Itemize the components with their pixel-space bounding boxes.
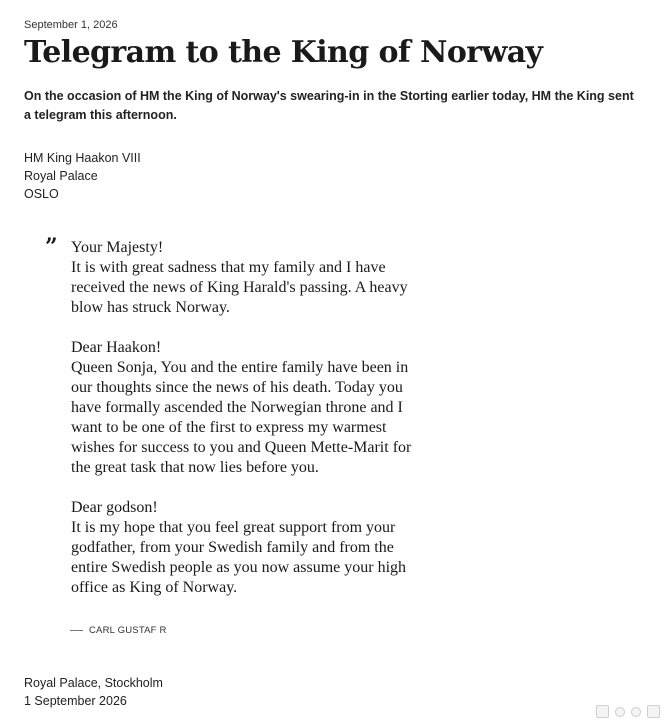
sender-date: 1 September 2026 [24, 694, 127, 708]
quote-paragraph [71, 238, 461, 318]
quote-salutation: Your Majesty! [71, 239, 164, 256]
sender-place [24, 674, 163, 710]
quote-paragraph [71, 338, 461, 478]
quote-line: entire Swedish people as you now assume your high [71, 559, 407, 576]
address-line-palace: Royal Palace [24, 169, 98, 183]
article-date: September 1, 2026 [24, 19, 118, 31]
toolbar-dot-icon[interactable] [631, 707, 641, 717]
lead-paragraph: On the occasion of HM the King of Norway's swearing-in in the Storting earlier today, HM the King sent a telegram this afternoon. [24, 89, 634, 122]
quote-line: have formally ascended the Norwegian throne and I [71, 399, 403, 416]
telegram-quote [71, 238, 461, 598]
address-line-city: OSLO [24, 187, 59, 201]
quote-line: godfather, from your Swedish family and from the [71, 539, 394, 556]
quote-line: Queen Sonja, You and the entire family have been in [71, 359, 409, 376]
quote-salutation: Dear Haakon! [71, 339, 162, 356]
address-line-name: HM King Haakon VIII [24, 151, 141, 165]
quote-salutation: Dear godson! [71, 499, 158, 516]
floating-toolbar[interactable] [596, 705, 660, 718]
toolbar-square-icon[interactable] [647, 705, 660, 718]
quote-line: It is with great sadness that my family and I have [71, 259, 386, 276]
sender-location: Royal Palace, Stockholm [24, 676, 163, 690]
quote-line: our thoughts since the news of his death. Today you [71, 379, 403, 396]
signature-dash [70, 630, 83, 631]
quote-signature [70, 625, 167, 636]
toolbar-dot-icon[interactable] [615, 707, 625, 717]
quote-line: the great task that now lies before you. [71, 459, 319, 476]
quote-line: wishes for success to you and Queen Mette-Marit for [71, 439, 412, 456]
quote-line: office as King of Norway. [71, 579, 238, 596]
toolbar-square-icon[interactable] [596, 705, 609, 718]
signature-name: CARL GUSTAF R [89, 625, 167, 636]
quote-line: received the news of King Harald's passing. A heavy [71, 279, 408, 296]
page-title: Telegram to the King of Norway [24, 35, 543, 70]
quote-line: want to be one of the first to express my warmest [71, 419, 387, 436]
quote-line: It is my hope that you feel great support from your [71, 519, 396, 536]
quote-line: blow has struck Norway. [71, 299, 230, 316]
quote-mark-icon: ” [45, 234, 58, 260]
quote-paragraph [71, 498, 461, 598]
recipient-address [24, 149, 141, 203]
